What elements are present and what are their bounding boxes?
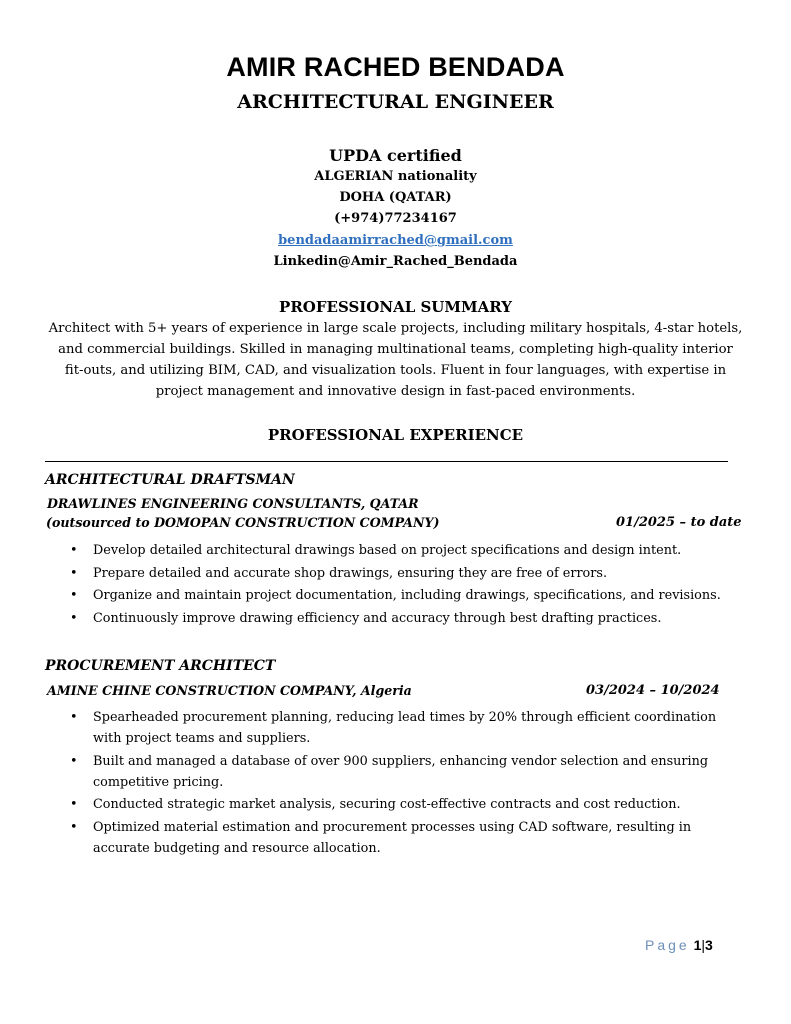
bullet-text: Prepare detailed and accurate shop drawings, ensuring they are free of errors. xyxy=(93,565,608,581)
section-divider xyxy=(45,461,728,462)
bullet-icon: • xyxy=(70,710,78,725)
list-item xyxy=(70,817,740,859)
list-item xyxy=(70,794,740,815)
list-item xyxy=(70,540,740,561)
bullet-icon: • xyxy=(70,610,78,626)
list-item xyxy=(70,751,740,793)
bullet-text: Develop detailed architectural drawings based on project specifications and design intent. xyxy=(93,543,682,558)
bullet-icon: • xyxy=(70,543,78,558)
bullet-text: Organize and maintain project documentation, including drawings, specifications, and revisions. xyxy=(93,588,721,603)
phone-number: (+974)77234167 xyxy=(334,211,457,226)
bullet-text: Built and managed a database of over 900 suppliers, enhancing vendor selection and ensuring competitive pricing. xyxy=(93,753,709,790)
list-item xyxy=(70,707,740,749)
page-number: 1 xyxy=(693,937,702,953)
bullet-icon: • xyxy=(70,753,78,769)
job-1-role: ARCHITECTURAL DRAFTSMAN xyxy=(45,472,295,488)
candidate-name: AMIR RACHED BENDADA xyxy=(226,52,565,82)
job-title-heading: ARCHITECTURAL ENGINEER xyxy=(237,91,554,113)
job-1-bullets xyxy=(70,540,740,630)
bullet-icon: • xyxy=(70,819,78,835)
job-1-company-note: (outsourced to DOMOPAN CONSTRUCTION COMPANY) xyxy=(46,515,440,530)
bullet-text: Optimized material estimation and procurement processes using CAD software, resulting in accurate budgeting and resource allocation. xyxy=(93,819,692,856)
job-2-bullets xyxy=(70,707,740,860)
list-item xyxy=(70,563,740,584)
bullet-text: Conducted strategic market analysis, securing cost-effective contracts and cost reduction. xyxy=(93,797,681,812)
summary-heading: PROFESSIONAL SUMMARY xyxy=(279,298,512,316)
page-footer xyxy=(645,937,713,953)
job-2-dates: 03/2024 – 10/2024 xyxy=(586,683,720,698)
list-item xyxy=(70,608,740,629)
page-total: 3 xyxy=(705,937,713,953)
list-item xyxy=(70,585,740,606)
job-2-company: AMINE CHINE CONSTRUCTION COMPANY, Algeria xyxy=(47,683,412,698)
bullet-icon: • xyxy=(70,797,78,812)
job-1-company: DRAWLINES ENGINEERING CONSULTANTS, QATAR xyxy=(47,496,419,511)
email-link[interactable] xyxy=(0,233,791,248)
experience-heading: PROFESSIONAL EXPERIENCE xyxy=(267,426,524,444)
bullet-text: Spearheaded procurement planning, reducing lead times by 20% through efficient coordination with project teams and suppliers. xyxy=(93,710,717,746)
job-1-dates: 01/2025 – to date xyxy=(616,515,742,530)
linkedin-handle: Linkedin@Amir_Rached_Bendada xyxy=(273,254,518,269)
nationality: ALGERIAN nationality xyxy=(314,169,477,184)
email-text[interactable]: bendadaamirrached@gmail.com xyxy=(278,233,513,248)
bullet-text: Continuously improve drawing efficiency and accuracy through best drafting practices. xyxy=(93,610,662,626)
page-label: Page xyxy=(645,937,690,953)
job-2-role: PROCUREMENT ARCHITECT xyxy=(45,658,276,674)
bullet-icon: • xyxy=(70,565,78,581)
bullet-icon: • xyxy=(70,588,78,603)
page-separator: | xyxy=(701,937,706,953)
summary-text: Architect with 5+ years of experience in large scale projects, including military hospitals, 4-star hotels, and commercial buildings. Skilled in managing multinational teams, completing high-quality interior fit-outs, and utilizing BIM, CAD, and visualization tools. Fluent in four languages, with expertise in project management and innovative design in fast-paced environments. xyxy=(48,321,743,399)
location: DOHA (QATAR) xyxy=(339,190,452,205)
certification: UPDA certified xyxy=(329,146,462,165)
